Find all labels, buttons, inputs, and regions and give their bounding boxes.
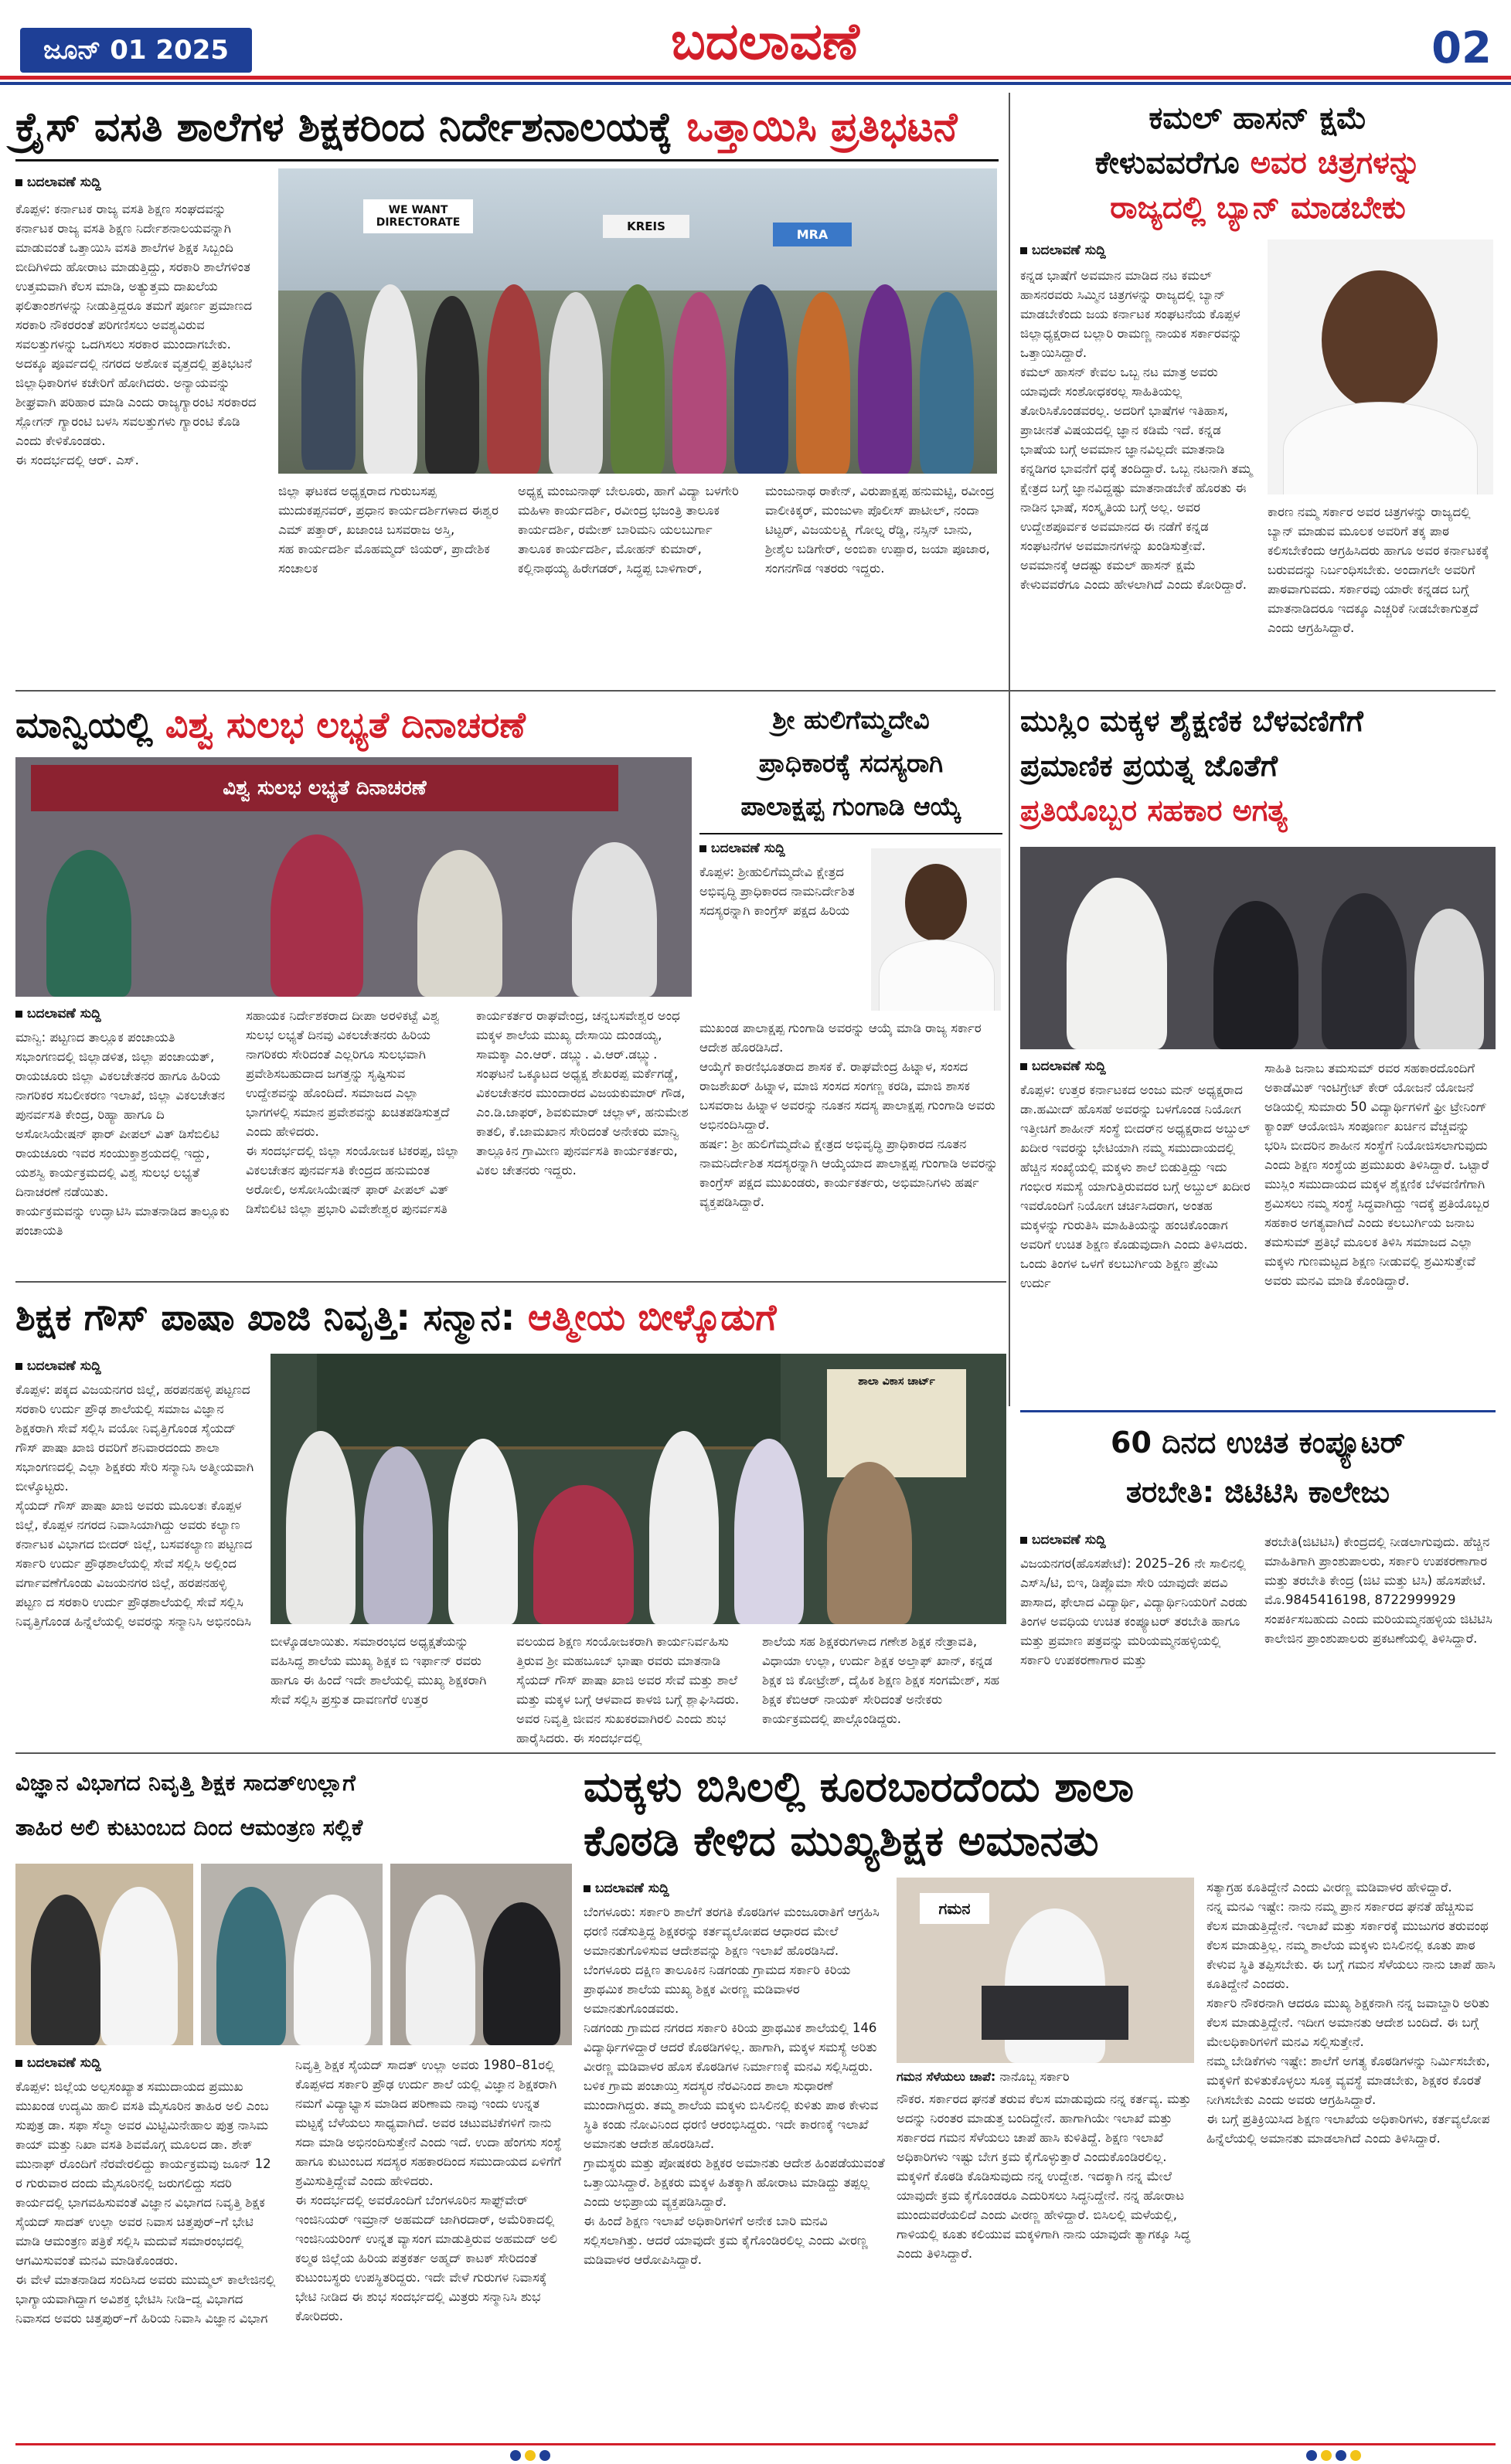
headline <box>15 96 999 161</box>
article-protest <box>15 91 999 686</box>
article-col-2: ತರಬೇತಿ(ಜಿಟಿಟಿಸಿ) ಕೇಂದ್ರದಲ್ಲಿ ನೀಡಲಾಗುವುದು. ಹೆಚ್ಚಿನ ಮಾಹಿತಿಗಾಗಿ ಪ್ರಾಂಶುಪಾಲರು, ಸರ್ಕಾರಿ ಉಪಕರಣಾಗಾರ ಮತ್ತು ತರಬೇತಿ ಕೇಂದ್ರ (ಜಿಟಿ ಮತ್ತು ಟಿಸಿ) ಹೊಸಪೇಟೆ. ಮೊ.9845416198, 8722999929 ಸಂಪರ್ಕಿಸಬಹುದು ಎಂದು ಮರಿಯಮ್ಮನಹಳ್ಳಿಯ ಜಿಟಿಟಿಸಿ ಕಾಲೇಜಿನ ಪ್ರಾಂಶುಪಾಲರು ಪ್ರಕಟಣೆಯಲ್ಲಿ ತಿಳಿಸಿದ್ದಾರೆ. <box>1264 1534 1492 1646</box>
headmaster-photo <box>897 1878 1194 2063</box>
article-col-4: ಮಂಜುನಾಥ ರಾಕೇನ್, ವಿರುಪಾಕ್ಷಪ್ಪ ಹನುಮಟ್ಟಿ, ರವೀಂದ್ರ ವಾಲೀಕಿಕ್ಕರ್, ಮಂಜುಳಾ ಪೊಲೀಸ್ ಪಾಟೀಲ್, ನಂದಾ ಟಿಟ್ಟರ್, ವಿಜಯಲಕ್ಷ್ಮಿ ಗೋಲ್ನ ರೆಡ್ಡಿ, ನಸ್ಸಿನ್ ಬಾನು, ಶ್ರೀಶೈಲ ಬಡಿಗೇರ್, ಅಂಬಿಕಾ ಉಪ್ಪಾರ, ಜಯಾ ಪೂಜಾರ, ಸಂಗನಗೌಡ ಇತರರು ಇದ್ದರು. <box>765 484 995 576</box>
byline <box>1020 1532 1252 1548</box>
headline-line-2: ಪ್ರಾಧಿಕಾರಕ್ಕೆ ಸದಸ್ಯರಾಗಿ <box>758 748 944 778</box>
byline <box>1020 1059 1252 1074</box>
article-col-1: ಕೊಪ್ಪಳ: ಜಿಲ್ಲೆಯ ಅಲ್ಪಸಂಖ್ಯಾತ ಸಮುದಾಯದ ಪ್ರಮುಖ ಮುಖಂಡ ಉದ್ಯಮಿ ಹಾಲಿ ವಸತಿ ಮೈಸೂರಿನ ತಾಹಿರ ಅಲಿ ಎಂಬ ಸುಪುತ್ರ ಡಾ. ಸಫಾ ಸೆಲ್ಮಾ ಅವರ ಮಿಟ್ಟಿಮಿನೇಹಾಲ ಪುತ್ರ ನಾಸಿಮ ಕಾಯ್ ಮತ್ತು ನಿಖಾ ವಸತಿ ಶಿವಮೊಗ್ಗ ಮೂಲದ ಡಾ. ಶೇಕ್ ಮುನಾಫ್ ರೊಂದಿಗೆ ನೆರವೇರಲಿದ್ದು ಕಾರ್ಯಕ್ರಮವು ಜೂನ್ 12 ರ ಗುರುವಾರ ದಂದು ಮೈಸೂರಿನಲ್ಲಿ ಜರುಗಲಿದ್ದು ಸದರಿ ಕಾರ್ಯದಲ್ಲಿ ಭಾಗವಹಿಸುವಂತೆ ವಿಜ್ಞಾನ ವಿಭಾಗದ ನಿವೃತ್ತಿ ಶಿಕ್ಷಕ ಸೈಯದ್ ಸಾದತ್ ಉಲ್ಲಾ ಅವರ ನಿವಾಸ ಚಿತ್ತಪುರ್–ಗೆ ಭೇಟಿ ಮಾಡಿ ಆಮಂತ್ರಣ ಪತ್ರಿಕೆ ಸಲ್ಲಿಸಿ ಮದುವೆ ಸಮಾರಂಭದಲ್ಲಿ ಆಗಮಿಸುವಂತೆ ಮನವಿ ಮಾಡಿಕೊಂಡರು. ಈ ವೇಳೆ ಮಾತನಾಡಿದ ಸಂದಿಸಿದ ಅವರು ಮುಮ್ಮಲ್ ಕಾಲೇಜಿನಲ್ಲಿ ಭಾಗ್ಯಾಯವಾಗಿದ್ದಾಗ ಅವಿಶಕ್ತ ಭೇಟಿಸಿ ನೀಡಿ–ದ್ವ ವಿಭಾಗದ ನಿವಾಸದ ಅವರು ಚಿತ್ತಪುರ್–ಗೆ ಹಿರಿಯ ನಿವಾಸಿ ವಿಜ್ಞಾನ ವಿಭಾಗ <box>15 2079 276 2326</box>
byline <box>15 175 263 190</box>
byline-marker <box>699 845 706 852</box>
event-banner: ವಿಶ್ವ ಸುಲಭ ಲಭ್ಯತೆ ದಿನಾಚರಣೆ <box>31 765 618 811</box>
wall-chart: ಶಾಲಾ ವಿಕಾಸ ಚಾರ್ಟ್ <box>827 1369 966 1477</box>
headline <box>1020 698 1496 838</box>
headline <box>15 1289 1006 1348</box>
photo-caption-label: ಗಮನ ಸೆಳೆಯಲು ಚಾಪೆ: <box>897 2069 996 2084</box>
classroom-board <box>317 1354 781 1450</box>
headline-black: ಕೇಳುವವರೆಗೂ <box>1094 145 1240 181</box>
photo-caption <box>897 2068 1194 2086</box>
article-col-4: ಶಾಲೆಯ ಸಹ ಶಿಕ್ಷಕರುಗಳಾದ ಗಣೇಶ ಶಿಕ್ಷಕ ನೇತ್ರಾವತಿ, ವಿಧಾಯಾ ಉಲ್ಲಾ, ಉರ್ದು ಶಿಕ್ಷಕ ಅಲ್ತಾಫ್ ಖಾನ್, ಕನ್ನಡ ಶಿಕ್ಷಕ ಜಿ ಕೋಟ್ರೇಶ್, ದೈಹಿಕ ಶಿಕ್ಷಣ ಶಿಕ್ಷಕ ಸಂಗಮೇಶ್, ಸಹ ಶಿಕ್ಷಕ ಕೆಬಿಆರ್ ನಾಯಕ್ ಸೇರಿದಂತೆ ಅನೇಕರು ಕಾರ್ಯಕ್ರಮದಲ್ಲಿ ಪಾಲ್ಗೊಂಡಿದ್ದರು. <box>762 1634 1000 1726</box>
meeting-photo <box>1020 847 1496 1049</box>
byline-text: ಬದಲಾವಣೆ ಸುದ್ದಿ <box>1032 1059 1106 1074</box>
article-col-2: ಬೀಳ್ಕೊಡಲಾಯಿತು. ಸಮಾರಂಭದ ಅಧ್ಯಕ್ಷತೆಯನ್ನು ವಹಿಸಿದ್ದ ಶಾಲೆಯ ಮುಖ್ಯ ಶಿಕ್ಷಕ ಬಿ ಇರ್ಫಾನ್ ರವರು ಹಾಗೂ ಈ ಹಿಂದೆ ಇದೇ ಶಾಲೆಯಲ್ಲಿ ಮುಖ್ಯ ಶಿಕ್ಷಕರಾಗಿ ಸೇವೆ ಸಲ್ಲಿಸಿ ಪ್ರಸ್ತುತ ದಾವಣಗೆರೆ ಉತ್ತರ <box>271 1634 487 1707</box>
byline-marker <box>15 1363 22 1370</box>
article-col-right: ಸತ್ಯಾಗ್ರಹ ಕೂತಿದ್ದೇನೆ ಎಂದು ವೀರಣ್ಣ ಮಡಿವಾಳರ ಹೇಳಿದ್ದಾರೆ. ನನ್ನ ಮನವಿ ಇಷ್ಟೇ: ನಾನು ನಮ್ಮ ಪ್ರಾನ ಸರ್ಕಾರದ ಘನತೆ ಹೆಚ್ಚಿಸುವ ಕೆಲಸ ಮಾಡುತ್ತಿದ್ದೇನೆ. ಇಲಾಖೆ ಮತ್ತು ಸರ್ಕಾರಕ್ಕೆ ಮುಜುಗರ ತರುವಂಥ ಕೆಲಸ ಮಾಡುತ್ತಿಲ್ಲ. ನಮ್ಮ ಶಾಲೆಯ ಮಕ್ಕಳು ಬಿಸಿಲಿನಲ್ಲಿ ಕೂತು ಪಾಠ ಕೇಳುವ ಸ್ಥಿತಿ ತಪ್ಪಿಸಬೇಕು. ಈ ಬಗ್ಗೆ ಗಮನ ಸೆಳೆಯಲು ನಾನು ಚಾಪೆ ಹಾಸಿ ಕೂತಿದ್ದೇನೆ ಎಂದರು. ಸರ್ಕಾರಿ ನೌಕರನಾಗಿ ಆದರೂ ಮುಖ್ಯ ಶಿಕ್ಷಕನಾಗಿ ನನ್ನ ಜವಾಬ್ದಾರಿ ಅರಿತು ಕೆಲಸ ಮಾಡುತ್ತಿದ್ದೇನೆ. ಇದೀಗ ಅಮಾನತು ಆದೇಶ ಬಂದಿದೆ. ಈ ಬಗ್ಗೆ ಮೇಲಧಿಕಾರಿಗಳಿಗೆ ಮನವಿ ಸಲ್ಲಿಸುತ್ತೇನೆ. ನಮ್ಮ ಬೇಡಿಕೆಗಳು ಇಷ್ಟೇ: ಶಾಲೆಗೆ ಅಗತ್ಯ ಕೊಠಡಿಗಳನ್ನು ನಿರ್ಮಿಸಬೇಕು, ಮಕ್ಕಳಿಗೆ ಕುಳಿತುಕೊಳ್ಳಲು ಸೂಕ್ತ ವ್ಯವಸ್ಥೆ ಮಾಡಬೇಕು, ಶಿಕ್ಷಕರ ಕೊರತೆ ನೀಗಿಸಬೇಕು ಎಂದು ಅವರು ಆಗ್ರಹಿಸಿದ್ದಾರೆ. ಈ ಬಗ್ಗೆ ಪ್ರತಿಕ್ರಿಯಿಸಿದ ಶಿಕ್ಷಣ ಇಲಾಖೆಯ ಅಧಿಕಾರಿಗಳು, ಕರ್ತವ್ಯಲೋಪ ಹಿನ್ನೆಲೆಯಲ್ಲಿ ಅಮಾನತು ಮಾಡಲಾಗಿದೆ ಎಂದು ತಿಳಿಸಿದ್ದಾರೆ. <box>1206 1880 1496 2146</box>
byline-text: ಬದಲಾವಣೆ ಸುದ್ದಿ <box>1032 1532 1106 1548</box>
headline-red: ಅವರ ಚಿತ್ರಗಳನ್ನು <box>1250 145 1421 181</box>
byline-text: ಬದಲಾವಣೆ ಸುದ್ದಿ <box>595 1881 669 1896</box>
event-photo <box>15 757 692 997</box>
masthead-rule-red <box>0 76 1511 80</box>
headline-line-1: ಮುಸ್ಲಿಂ ಮಕ್ಕಳ ಶೈಕ್ಷಣಿಕ ಬೆಳವಣಿಗೆಗೆ <box>1020 704 1363 738</box>
masthead-rule-blue <box>0 82 1511 85</box>
headline-line-3: ಪಾಲಾಕ್ಷಪ್ಪ ಗುಂಗಾಡಿ ಆಯ್ಕೆ <box>740 791 961 821</box>
article-col-1: ಕನ್ನಡ ಭಾಷೆಗೆ ಅವಮಾನ ಮಾಡಿದ ನಟ ಕಮಲ್ ಹಾಸನರವರು ಸಿಮ್ಮಿನ ಚಿತ್ರಗಳನ್ನು ರಾಜ್ಯದಲ್ಲಿ ಬ್ಯಾನ್ ಮಾಡಬೇಕೆಂದು ಜಯ ಕರ್ನಾಟಕ ಸಂಘಟನೆಯ ಕೊಪ್ಪಳ ಜಿಲ್ಲಾಧ್ಯಕ್ಷರಾದ ಬಲ್ಲಾರಿ ರಾಮಣ್ಣ ನಾಯಕ ಸರ್ಕಾರವನ್ನು ಒತ್ತಾಯಿಸಿದ್ದಾರೆ. ಕಮಲ್ ಹಾಸನ್ ಕೇವಲ ಒಬ್ಬ ನಟ ಮಾತ್ರ ಅವರು ಯಾವುದೇ ಸಂಶೋಧಕರಲ್ಲ ಸಾಹಿತಿಯಲ್ಲ ತೋರಿಸಿಕೊಂಡವರಲ್ಲ. ಅದರಿಗೆ ಭಾಷೆಗಳ ಇತಿಹಾಸ, ಪ್ರಾಚೀನತೆ ವಿಷಯದಲ್ಲಿ ಜ್ಞಾನ ಕಡಿಮೆ ಇದೆ. ಕನ್ನಡ ಭಾಷೆಯ ಬಗ್ಗೆ ಅವಮಾನ ಜ್ಞಾನವಿಲ್ಲದೇ ಮಾತನಾಡಿ ಕನ್ನಡಿಗರ ಭಾವನೆಗೆ ಧಕ್ಕೆ ತಂದಿದ್ದಾರೆ. ಒಬ್ಬ ನಟನಾಗಿ ತಮ್ಮ ಕ್ಷೇತ್ರದ ಬಗ್ಗೆ ಜ್ಞಾನವಿದ್ದಷ್ಟು ಮಾತನಾಡಬೇಕೆ ಹೊರತು ಈ ನಾಡಿನ ಭಾಷೆ, ಸಂಸ್ಕೃತಿಯ ಬಗ್ಗೆ ಅಲ್ಲ. ಅವರ ಉದ್ದೇಶಪೂರ್ವಕ ಅವಮಾನದ ಈ ನಡೆಗೆ ಕನ್ನಡ ಸಂಘಟನೆಗಳ ಅವಮಾನಗಳನ್ನು ಖಂಡಿಸುತ್ತೇವೆ. ಅವಮಾನಕ್ಕೆ ಆದಷ್ಟು ಕಮಲ್ ಹಾಸನ್ ಕ್ಷಮೆ ಕೇಳುವವರೆಗೂ ಎಂದು ಹೇಳಲಾಗಿದೆ ಎಂದು ಕೋರಿದ್ದಾರೆ. <box>1020 268 1252 592</box>
byline <box>15 1006 232 1021</box>
byline-marker <box>1020 1063 1027 1070</box>
article-computer-training <box>1020 1410 1496 1750</box>
article-col-3: ಅಧ್ಯಕ್ಷ ಮಂಜುನಾಥ್ ಬೇಲೂರು, ಹಾಗೆ ವಿದ್ಯಾ ಬಳಗೇರಿ ಮಹಿಳಾ ಕಾರ್ಯದರ್ಶಿ, ರವೀಂದ್ರ ಭಜಂತ್ರಿ ತಾಲೂಕ ಕಾರ್ಯದರ್ಶಿ, ರಮೇಶ್ ಬಾರಿಮನಿ ಯಲಬುರ್ಗಾ ತಾಲೂಕ ಕಾರ್ಯದರ್ಶಿ, ಮೋಹನ್ ಕುಮಾರ್, ಕಲ್ಲಿನಾಥಯ್ಯ ಹಿರೇಗಡರ್, ಸಿದ್ಧಪ್ಪ ಬಾಳಿಗಾರ್, <box>518 484 739 576</box>
protest-photo <box>278 168 997 474</box>
article-muslim-education <box>1020 694 1496 1405</box>
article-col-left: ಬೆಂಗಳೂರು: ಸರ್ಕಾರಿ ಶಾಲೆಗೆ ತರಗತಿ ಕೊಠಡಿಗಳ ಮಂಜೂರಾತಿಗೆ ಆಗ್ರಹಿಸಿ ಧರಣಿ ನಡೆಸುತ್ತಿದ್ದ ಶಿಕ್ಷಕರನ್ನು ಕರ್ತವ್ಯಲೋಪದ ಆಧಾರದ ಮೇಲೆ ಅಮಾನತುಗೊಳಿಸುವ ಆದೇಶವನ್ನು ಶಿಕ್ಷಣ ಇಲಾಖೆ ಹೊರಡಿಸಿದೆ. ಬೆಂಗಳೂರು ದಕ್ಷಿಣ ತಾಲೂಕಿನ ನಿಡಗಂಡು ಗ್ರಾಮದ ಸರ್ಕಾರಿ ಕಿರಿಯ ಪ್ರಾಥಮಿಕ ಶಾಲೆಯ ಮುಖ್ಯ ಶಿಕ್ಷಕ ವೀರಣ್ಣ ಮಡಿವಾಳರ ಅಮಾನತುಗೊಂಡವರು. ನಿಡಗಂಡು ಗ್ರಾಮದ ನಗರದ ಸರ್ಕಾರಿ ಕಿರಿಯ ಪ್ರಾಥಮಿಕ ಶಾಲೆಯಲ್ಲಿ 146 ವಿದ್ಯಾರ್ಥಿಗಳಿದ್ದಾರೆ ಆದರೆ ಕೊಠಡಿಗಳಿಲ್ಲ. ಹಾಗಾಗಿ, ಮಕ್ಕಳ ಸಮಸ್ಯೆ ಅರಿತು ವೀರಣ್ಣ ಮಡಿವಾಳರ ಹೊಸ ಕೊಠಡಿಗಳ ನಿರ್ಮಾಣಕ್ಕೆ ಮನವಿ ಸಲ್ಲಿಸಿದ್ದರು. ಬಳಿಕ ಗ್ರಾಮ ಪಂಚಾಯ್ತಿ ಸದಸ್ಯರ ನೆರವಿನಿಂದ ಶಾಲಾ ಸುಧಾರಣೆ ಮುಂದಾಗಿದ್ದರು. ತಮ್ಮ ಶಾಲೆಯ ಮಕ್ಕಳು ಬಿಸಿಲಿನಲ್ಲಿ ಕುಳಿತು ಪಾಠ ಕೇಳುವ ಸ್ಥಿತಿ ಕಂಡು ನೋವಿನಿಂದ ಧರಣಿ ಆರಂಭಿಸಿದ್ದರು. ಇದೇ ಕಾರಣಕ್ಕೆ ಇಲಾಖೆ ಅಮಾನತು ಆದೇಶ ಹೊರಡಿಸಿದೆ. ಗ್ರಾಮಸ್ಥರು ಮತ್ತು ಪೋಷಕರು ಶಿಕ್ಷಕರ ಅಮಾನತು ಆದೇಶ ಹಿಂಪಡೆಯುವಂತೆ ಒತ್ತಾಯಿಸಿದ್ದಾರೆ. ಶಿಕ್ಷಕರು ಮಕ್ಕಳ ಹಿತಕ್ಕಾಗಿ ಹೋರಾಟ ಮಾಡಿದ್ದು ತಪ್ಪಲ್ಲ ಎಂದು ಅಭಿಪ್ರಾಯ ವ್ಯಕ್ತಪಡಿಸಿದ್ದಾರೆ. ಈ ಹಿಂದೆ ಶಿಕ್ಷಣ ಇಲಾಖೆ ಅಧಿಕಾರಿಗಳಿಗೆ ಅನೇಕ ಬಾರಿ ಮನವಿ ಸಲ್ಲಿಸಲಾಗಿತ್ತು. ಆದರೆ ಯಾವುದೇ ಕ್ರಮ ಕೈಗೊಂಡಿರಲಿಲ್ಲ ಎಂದು ವೀರಣ್ಣ ಮಡಿವಾಳರ ಆರೋಪಿಸಿದ್ದಾರೆ. <box>584 1905 885 2267</box>
protest-sign: WE WANT DIRECTORATE <box>363 199 473 233</box>
headline-line-2: ಪ್ರಮಾಣಿಕ ಪ್ರಯತ್ನ ಜೊತೆಗೆ <box>1020 749 1278 783</box>
article-col-mid: ನೌಕರ. ಸರ್ಕಾರದ ಘನತೆ ತರುವ ಕೆಲಸ ಮಾಡುವುದು ನನ್ನ ಕರ್ತವ್ಯ. ಮತ್ತು ಅದನ್ನು ನಿರಂತರ ಮಾಡುತ್ತ ಬಂದಿದ್ದೇನೆ. ಹಾಗಾಗಿಯೇ ಇಲಾಖೆ ಮತ್ತು ಸರ್ಕಾರದ ಗಮನ ಸೆಳೆಯಲು ಚಾಪೆ ಹಾಸಿ ಕುಳಿತಿದ್ದೆ. ಶಿಕ್ಷಣ ಇಲಾಖೆ ಅಧಿಕಾರಿಗಳು ಇಷ್ಟು ಬೇಗ ಕ್ರಮ ಕೈಗೊಳ್ಳುತ್ತಾರೆ ಎಂದುಕೊಂಡಿರಲಿಲ್ಲ. ಮಕ್ಕಳಿಗೆ ಕೊಠಡಿ ಕೊಡಿಸುವುದು ನನ್ನ ಉದ್ದೇಶ. ಇದಕ್ಕಾಗಿ ನನ್ನ ಮೇಲೆ ಯಾವುದೇ ಕ್ರಮ ಕೈಗೊಂಡರೂ ಎದುರಿಸಲು ಸಿದ್ಧನಿದ್ದೇನೆ. ನನ್ನ ಹೋರಾಟ ಮುಂದುವರೆಯಲಿದೆ ಎಂದು ವೀರಣ್ಣ ಹೇಳಿದ್ದಾರೆ. ಬಿಸಿಲಲ್ಲಿ ಮಳೆಯಲ್ಲಿ, ಗಾಳಿಯಲ್ಲಿ ಕೂತು ಕಲಿಯುವ ಮಕ್ಕಳಿಗಾಗಿ ನಾನು ಯಾವುದೇ ತ್ಯಾಗಕ್ಕೂ ಸಿದ್ಧ ಎಂದು ತಿಳಿಸಿದ್ದಾರೆ. <box>897 2092 1192 2261</box>
felicitation-photo <box>271 1354 1006 1624</box>
byline-marker <box>1020 247 1027 254</box>
headline-red: ಆತ್ಮೀಯ ಬೀಳ್ಕೊಡುಗೆ <box>527 1297 777 1339</box>
headline-red: ವಿಶ್ವ ಸುಲಭ ಲಭ್ಯತೆ ದಿನಾಚರಣೆ <box>165 704 526 746</box>
paper-name: ಬದಲಾವಣೆ <box>671 12 859 71</box>
article-invitation <box>15 1755 572 2435</box>
byline-marker <box>15 179 22 186</box>
byline-marker <box>584 1885 590 1892</box>
article-retirement <box>15 1284 1006 1748</box>
article-col-left: ಕೊಪ್ಪಳ: ಪಕ್ಕದ ವಿಜಯನಗರ ಜಿಲ್ಲೆ, ಹರಪನಹಳ್ಳಿ ಪಟ್ಟಣದ ಸರಕಾರಿ ಉರ್ದು ಪ್ರೌಢ ಶಾಲೆಯಲ್ಲಿ ಸಮಾಜ ವಿಜ್ಞಾನ ಶಿಕ್ಷಕರಾಗಿ ಸೇವೆ ಸಲ್ಲಿಸಿ ವಯೋ ನಿವೃತ್ತಿಗೊಂಡ ಸೈಯದ್ ಗೌಸ್ ಪಾಷಾ ಖಾಜಿ ರವರಿಗೆ ಶನಿವಾರದಂದು ಶಾಲಾ ಸಭಾಂಗಣದಲ್ಲಿ ಎಲ್ಲಾ ಶಿಕ್ಷಕರು ಸೇರಿ ಸನ್ಮಾನಿಸಿ ಅತ್ಮೀಯವಾಗಿ ಬೀಳ್ಕೊಟ್ಟರು. ಸೈಯದ್ ಗೌಸ್ ಪಾಷಾ ಖಾಜಿ ಅವರು ಮೂಲತಃ ಕೊಪ್ಪಳ ಜಿಲ್ಲೆ, ಕೊಪ್ಪಳ ನಗರದ ನಿವಾಸಿಯಾಗಿದ್ದು ಅವರು ಕಲ್ಯಾಣ ಕರ್ನಾಟಕ ವಿಭಾಗದ ಬೀದರ್ ಜಿಲ್ಲೆ, ಬಸವಕಲ್ಯಾಣ ಪಟ್ಟಣದ ಸರ್ಕಾರಿ ಉರ್ದು ಪ್ರೌಢಶಾಲೆಯಲ್ಲಿ ಸೇವೆ ಸಲ್ಲಿಸಿ ಅಲ್ಲಿಂದ ವರ್ಗಾವಣೆಗೊಂಡು ವಿಜಯನಗರ ಜಿಲ್ಲೆ, ಹರಪನಹಳ್ಳಿ ಪಟ್ಟಣ ದ ಸರಕಾರಿ ಉರ್ದು ಪ್ರೌಢಶಾಲೆಯಲ್ಲಿ ಸೇವೆ ಸಲ್ಲಿಸಿ ನಿವೃತ್ತಿಗೊಂಡ ಹಿನ್ನೆಲೆಯಲ್ಲಿ ಅವರನ್ನು ಸನ್ಮಾನಿಸಿ ಅಭಿನಂದಿಸಿ <box>15 1382 254 1629</box>
headline <box>1020 96 1496 235</box>
headline-black: ಕ್ರೈಸ್ ವಸತಿ ಶಾಲೆಗಳ ಶಿಕ್ಷಕರಿಂದ ನಿರ್ದೇಶನಾಲಯಕ್ಕೆ <box>15 104 672 151</box>
headline-line-2: ತಾಹಿರ ಅಲಿ ಕುಟುಂಬದ ದಿಂದ ಆಮಂತ್ರಣ ಸಲ್ಲಿಕೆ <box>15 1814 363 1840</box>
footer-dots-right <box>1306 2449 1365 2464</box>
date-text: ಜೂನ್ 01 2025 <box>43 35 230 66</box>
article-col-1: ಕೊಪ್ಪಳ: ಕರ್ನಾಟಕ ರಾಜ್ಯ ವಸತಿ ಶಿಕ್ಷಣ ಸಂಘದವನ್ನು ಕರ್ನಾಟಕ ರಾಜ್ಯ ವಸತಿ ಶಿಕ್ಷಣ ನಿರ್ದೇಶನಾಲಯವನ್ನಾಗಿ ಮಾಡುವಂತೆ ಒತ್ತಾಯಿಸಿ ವಸತಿ ಶಾಲೆಗಳ ಶಿಕ್ಷಕ ಸಿಬ್ಬಂದಿ ಬೀದಿಗಿಳಿದು ಹೋರಾಟ ಮಾಡುತ್ತಿದ್ದು, ಸರಕಾರಿ ಶಾಲೆಗಳಿಂತ ಉತ್ತಮವಾಗಿ ಕೆಲಸ ಮಾಡಿ, ಅತ್ಯುತ್ತಮ ದಾಖಲೆಯ ಫಲಿತಾಂಶಗಳನ್ನು ನೀಡುತ್ತಿದ್ದರೂ ತಮಗೆ ಪೂರ್ಣ ಪ್ರಮಾಣದ ಸರಕಾರಿ ನೌಕರರಂತೆ ಪರಿಗಣಿಸಲು ಅವಶ್ಯವಿರುವ ಸವಲತ್ತುಗಳನ್ನು ಒದಗಿಸಲು ಸರಕಾರ ಮುಂದಾಗಬೇಕು. ಅದಕ್ಕೂ ಪೂರ್ವದಲ್ಲಿ ನಗರದ ಅಶೋಕ ವೃತ್ತದಲ್ಲಿ ಪ್ರತಿಭಟನೆ ಜಿಲ್ಲಾಧಿಕಾರಿಗಳ ಕಚೇರಿಗೆ ಹೋಗಿದರು. ಅನ್ಯಾಯವನ್ನು ಶೀಘ್ರವಾಗಿ ಪರಿಹಾರ ಮಾಡಿ ಎಂದು ರಾಜ್ಯಗ್ಯಾರಂಟಿ ಸರಕಾರದ ಸ್ಲೋಗನ್ ಗ್ಯಾರಂಟಿ ಬಳಸಿ ಸವಲತ್ತುಗಳು ಗ್ಯಾರಂಟಿ ಕೊಡಿ ಎಂದು ಕೇಳಿಕೊಂಡರು. ಈ ಸಂದರ್ಭದಲ್ಲಿ ಆರ್. ಎಸ್. <box>15 202 257 467</box>
headline <box>584 1760 1496 1868</box>
headline-red: ಒತ್ತಾಯಿಸಿ ಪ್ರತಿಭಟನೆ <box>686 104 958 151</box>
headline <box>15 698 692 751</box>
masthead <box>0 0 1511 91</box>
footer-rule <box>15 2443 1496 2445</box>
byline-text: ಬದಲಾವಣೆ ಸುದ್ದಿ <box>27 175 101 190</box>
headline-line-1: ವಿಜ್ಞಾನ ವಿಭಾಗದ ನಿವೃತ್ತಿ ಶಿಕ್ಷಕ ಸಾದತ್‌ಉಲ್ಲಾಗೆ <box>15 1769 356 1796</box>
footer-dots-left <box>510 2449 554 2464</box>
headline-line-2 <box>1020 141 1496 185</box>
byline <box>584 1881 885 1896</box>
protest-sign: MRA <box>773 223 852 246</box>
byline-marker <box>15 2060 22 2067</box>
article-col-2: ಸಾಹಿತಿ ಜನಾಬ ತಮಸುಮ್ ರವರ ಸಹಕಾರದೊಂದಿಗೆ ಅಕಾಡೆಮಿಕ್ ಇಂಟಿಗ್ರೇಟ್ ಕೇರ್ ಯೋಜನೆ ಯೋಜನೆ ಅಡಿಯಲ್ಲಿ ಸುಮಾರು 50 ವಿದ್ಯಾರ್ಥಿಗಳಿಗೆ ಫ್ರೀ ಟ್ರೇನಿಂಗ್ ಕ್ಯಾಂಪ್ ಆಯೋಜಿಸಿ ಸಂಪೂರ್ಣ ಖರ್ಚಿನ ವೆಚ್ಚವನ್ನು ಭರಿಸಿ ಬೀದರಿನ ಶಾಹೀನ ಸಂಸ್ಥೆಗೆ ನಿಯೋಜಿಸಲಾಗುವುದು ಎಂದು ಶಿಕ್ಷಣ ಸಂಸ್ಥೆಯ ಪ್ರಮುಖರು ತಿಳಿಸಿದ್ದಾರೆ. ಒಟ್ಟಾರೆ ಮುಸ್ಲಿಂ ಸಮುದಾಯದ ಮಕ್ಕಳ ಶೈಕ್ಷಣಿಕ ಬೆಳವಣಿಗೆಗಾಗಿ ಶ್ರಮಿಸಲು ನಮ್ಮ ಸಂಸ್ಥೆ ಸಿದ್ಧವಾಗಿದ್ದು ಇದಕ್ಕೆ ಪ್ರತಿಯೊಬ್ಬರ ಸಹಕಾರ ಅಗತ್ಯವಾಗಿದೆ ಎಂದು ಕಲಬುರ್ಗಿಯ ಜನಾಬ ತಮಸುಮ್ ಪ್ರತಿಭೆ ಮೂಲಕ ತಿಳಿಸಿ ಸಮಾಜದ ಎಲ್ಲಾ ಮಕ್ಕಳು ಗುಣಮಟ್ಟದ ಶಿಕ್ಷಣ ನೀಡುವಲ್ಲಿ ಶ್ರಮಿಸುತ್ತೇವೆ ಅವರು ಮನವಿ ಮಾಡಿ ಕೊಂಡಿದ್ದಾರೆ. <box>1264 1061 1489 1288</box>
section-rule <box>15 1752 1496 1754</box>
byline <box>1020 243 1268 258</box>
article-col-1: ವಿಜಯನಗರ(ಹೊಸಪೇಟೆ): 2025–26 ನೇ ಸಾಲಿನಲ್ಲಿ ಎಸ್‌ಸಿ/ಟಿ, ಬಿಇ, ಡಿಪ್ಲೊಮಾ ಸೇರಿ ಯಾವುದೇ ಪದವಿ ಪಾಸಾದ, ಫೇಲಾದ ವಿದ್ಯಾರ್ಥಿ, ವಿದ್ಯಾರ್ಥಿನಿಯರಿಗೆ ಎರಡು ತಿಂಗಳ ಅವಧಿಯ ಉಚಿತ ಕಂಪ್ಯೂಟರ್ ತರಬೇತಿ ಹಾಗೂ ಮತ್ತು ಪ್ರಮಾಣ ಪತ್ರವನ್ನು ಮರಿಯಮ್ಮನಹಳ್ಳಿಯಲ್ಲಿ ಸರ್ಕಾರಿ ಉಪಕರಣಾಗಾರ ಮತ್ತು <box>1020 1556 1247 1667</box>
byline-text: ಬದಲಾವಣೆ ಸುದ್ದಿ <box>711 841 785 856</box>
byline-text: ಬದಲಾವಣೆ ಸುದ್ದಿ <box>1032 243 1106 258</box>
photo-caption-text: ನಾನೊಬ್ಬ ಸರ್ಕಾರಿ <box>999 2069 1070 2084</box>
byline <box>699 841 877 856</box>
article-col-full: ಮುಖಂಡ ಪಾಲಾಕ್ಷಪ್ಪ ಗುಂಗಾಡಿ ಅವರನ್ನು ಆಯ್ಕೆ ಮಾಡಿ ರಾಜ್ಯ ಸರ್ಕಾರ ಆದೇಶ ಹೊರಡಿಸಿದೆ. ಆಯ್ಕೆಗೆ ಕಾರಣಿಭೂತರಾದ ಶಾಸಕ ಕೆ. ರಾಘವೇಂದ್ರ ಹಿಟ್ನಾಳ, ಸಂಸದ ರಾಜಶೇಖರ್ ಹಿಟ್ನಾಳ, ಮಾಜಿ ಸಂಸದ ಸಂಗಣ್ಣ ಕರಡಿ, ಮಾಜಿ ಶಾಸಕ ಬಸವರಾಜ ಹಿಟ್ನಾಳ ಅವರನ್ನು ನೂತನ ಸದಸ್ಯ ಪಾಲಾಕ್ಷಪ್ಪ ಗುಂಗಾಡಿ ಅವರು ಅಭಿನಂದಿಸಿದ್ದಾರೆ. ಹರ್ಷ: ಶ್ರೀ ಹುಲಿಗೆಮ್ಮದೇವಿ ಕ್ಷೇತ್ರದ ಅಭಿವೃದ್ಧಿ ಪ್ರಾಧಿಕಾರದ ನೂತನ ನಾಮನಿರ್ದೇಶಿತ ಸದಸ್ಯರನ್ನಾಗಿ ಆಯ್ಕೆಯಾದ ಪಾಲಾಕ್ಷಪ್ಪ ಗುಂಗಾಡಿ ಅವರನ್ನು ಕಾಂಗ್ರೆಸ್ ಪಕ್ಷದ ಮುಖಂಡರು, ಕಾರ್ಯಕರ್ತರು, ಅಭಿಮಾನಿಗಳು ಹರ್ಷ ವ್ಯಕ್ತಪಡಿಸಿದ್ದಾರೆ. <box>699 1021 999 1209</box>
section-rule <box>15 690 1496 692</box>
headline-line-1: 60 ದಿನದ ಉಚಿತ ಕಂಪ್ಯೂಟರ್ <box>1111 1426 1405 1460</box>
article-col-1: ಮಾನ್ವಿ: ಪಟ್ಟಣದ ತಾಲ್ಲೂಕ ಪಂಚಾಯತಿ ಸಭಾಂಗಣದಲ್ಲಿ ಜಿಲ್ಲಾಡಳಿತ, ಜಿಲ್ಲಾ ಪಂಚಾಯತ್, ರಾಯಚೂರು ಜಿಲ್ಲಾ ವಿಕಲಚೇತನರ ಹಾಗೂ ಹಿರಿಯ ನಾಗರಿಕರ ಸಬಲೀಕರಣ ಇಲಾಖೆ, ಜಿಲ್ಲಾ ವಿಕಲಚೇತನ ಪುನರ್ವಸತಿ ಕೇಂದ್ರ, ರಿಹ್ಯಾ ಹಾಗೂ ದಿ ಅಸೋಸಿಯೇಷನ್ ಫಾರ್ ಪೀಪಲ್ ವಿತ್ ಡಿಸೆಬಿಲಿಟಿ ರಾಯಚೂರು ಇವರ ಸಂಯುಕ್ತಾಶ್ರಯದಲ್ಲಿ ಇದ್ದು, ಯಶಸ್ವಿ ಕಾರ್ಯಕ್ರಮದಲ್ಲಿ ವಿಶ್ವ ಸುಲಭ ಲಭ್ಯತೆ ದಿನಾಚರಣೆ ನಡೆಯಿತು. ಕಾರ್ಯಕ್ರಮವನ್ನು ಉದ್ಘಾಟಿಸಿ ಮಾತನಾಡಿದ ತಾಲ್ಲೂಕು ಪಂಚಾಯತಿ <box>15 1030 230 1238</box>
headline-line-1: ಶ್ರೀ ಹುಲಿಗೆಮ್ಮದೇವಿ <box>772 705 930 735</box>
invitation-photo-3 <box>390 1864 572 2045</box>
byline-text: ಬದಲಾವಣೆ ಸುದ್ದಿ <box>27 2055 101 2071</box>
column-divider <box>1009 93 1010 1406</box>
article-col-1: ಕೊಪ್ಪಳ: ಉತ್ತರ ಕರ್ನಾಟಕದ ಅಂಜು ಮನ್ ಅಧ್ಯಕ್ಷರಾದ ಡಾ.ಹಮೀದ್ ಹೊಸಹೆ ಅವರನ್ನು ಬಳಗೊಂಡ ನಿಯೋಗ ಇತ್ತೀಚಿಗೆ ಶಾಹೀನ್ ಸಂಸ್ಥೆ ಬೀದರ್‌ನ ಅಧ್ಯಕ್ಷರಾದ ಅಬ್ದುಲ್ ಖದೀರ ಇವರನ್ನು ಭೇಟಿಯಾಗಿ ನಮ್ಮ ಸಮುದಾಯದಲ್ಲಿ ಹೆಚ್ಚಿನ ಸಂಖ್ಯೆಯಲ್ಲಿ ಮಕ್ಕಳು ಶಾಲೆ ಬಿಡುತ್ತಿದ್ದು ಇದು ಗಂಭೀರ ಸಮಸ್ಯೆ ಯಾಗುತ್ತಿರುವದರ ಬಗ್ಗೆ ಅಬ್ದುಲ್ ಖದೀರ ಇವರೊಂದಿಗೆ ನಿಯೋಗ ಚರ್ಚಿಸಿದರಾಗ, ಅಂತಹ ಮಕ್ಕಳನ್ನು ಗುರುತಿಸಿ ಮಾಹಿತಿಯನ್ನು ಹಂಚಿಕೊಂಡಾಗ ಅವರಿಗೆ ಉಚಿತ ಶಿಕ್ಷಣ ಕೊಡುವುದಾಗಿ ಎಂದು ತಿಳಿಸಿದರು. ಒಂದು ತಿಂಗಳ ಒಳಗೆ ಕಲಬುರ್ಗಿಯ ಶಿಕ್ಷಣ ಪ್ರೇಮಿ ಉರ್ದು <box>1020 1082 1251 1290</box>
article-manvi <box>15 694 692 1277</box>
article-col-2: ಜಿಲ್ಲಾ ಘಟಕದ ಅಧ್ಯಕ್ಷರಾದ ಗುರುಬಸಪ್ಪ ಮುದುಕಪ್ಪನವರ್, ಪ್ರಧಾನ ಕಾರ್ಯದರ್ಶಿಗಳಾದ ಈಶ್ವರ ಎಮ್ ಪತ್ತಾರ್, ಖಜಾಂಚಿ ಬಸವರಾಜ ಅಸ್ತಿ, ಸಹ ಕಾರ್ಯದರ್ಶಿ ಮೊಹಮ್ಮದ್ ಜಿಯರ್, ಪ್ರಾದೇಶಿಕ ಸಂಚಾಲಕ <box>278 484 499 576</box>
article-col-3: ಕಾರ್ಯಕರ್ತರ ರಾಘವೇಂದ್ರ, ಚನ್ನಬಸವೇಶ್ವರ ಅಂಧ ಮಕ್ಕಳ ಶಾಲೆಯ ಮುಖ್ಯ ದೇಸಾಯಿ ದುಂಡಯ್ಯ, ಸಾಮಕ್ಕಾ ಎಂ.ಆರ್. ಡಬ್ಲ್ಯು. ವಿ.ಆರ್.ಡಬ್ಲ್ಯು. ಸಂಘಟನೆ ಒಕ್ಕೂಟದ ಅಧ್ಯಕ್ಷ ಶೇಖರಪ್ಪ ಮರ್ಕೆಗಡ್ಡೆ, ವಿಕಲಚೇತನರ ಮುಂದಾರದ ವಿಜಯಕುಮಾರ್ ಗೌಡ, ಎಂ.ಡಿ.ಜಾಫರ್, ಶಿವಕುಮಾರ್ ಚಲ್ಲಾಳ್, ಹನುಮೇಶ ಕಾತಲಿ, ಕೆ.ಜಾಮಖಾನ ಸೇರಿದಂತೆ ಅನೇಕರು ಮಾನ್ವಿ ತಾಲ್ಲೂಕಿನ ಗ್ರಾಮೀಣ ಪುನರ್ವಸತಿ ಕಾರ್ಯಕರ್ತರು, ವಿಕಲ ಚೇತನರು ಇದ್ದರು. <box>476 1008 689 1178</box>
article-headmaster-suspended <box>584 1755 1496 2435</box>
section-rule <box>15 1281 1006 1283</box>
article-col-3: ವಲಯದ ಶಿಕ್ಷಣ ಸಂಯೋಜಕರಾಗಿ ಕಾರ್ಯನಿರ್ವಹಿಸು ತ್ತಿರುವ ಶ್ರೀ ಮಹಬೂಬ್ ಭಾಷಾ ರವರು ಮಾತನಾಡಿ ಸೈಯದ್ ಗೌಸ್ ಪಾಷಾ ಖಾಜಿ ಅವರ ಸೇವೆ ಮತ್ತು ಶಾಲೆ ಮತ್ತು ಮಕ್ಕಳ ಬಗ್ಗೆ ಆಳವಾದ ಕಾಳಜಿ ಬಗ್ಗೆ ಶ್ಲಾಘಿಸಿದರು. ಅವರ ನಿವೃತ್ತಿ ಜೀವನ ಸುಖಕರವಾಗಿರಲಿ ಎಂದು ಶುಭ ಹಾರೈಸಿದರು. ಈ ಸಂದರ್ಭದಲ್ಲಿ <box>516 1634 740 1745</box>
article-huligemma <box>699 694 1002 1277</box>
byline-marker <box>1020 1537 1027 1544</box>
article-col-2: ಕಾರಣ ನಮ್ಮ ಸರ್ಕಾರ ಅವರ ಚಿತ್ರಗಳನ್ನು ರಾಜ್ಯದಲ್ಲಿ ಬ್ಯಾನ್ ಮಾಡುವ ಮೂಲಕ ಅವರಿಗೆ ತಕ್ಕ ಪಾಠ ಕಲಿಸಬೇಕೆಂದು ಆಗ್ರಹಿಸಿದರು ಹಾಗೂ ಅವರ ಕರ್ನಾಟಕಕ್ಕೆ ಬರುವದನ್ನು ನಿರ್ಬಂಧಿಸಬೇಕು. ಅಂದಾಗಲೇ ಅವರಿಗೆ ಪಾಠವಾಗುವದು. ಸರ್ಕಾರವು ಯಾರೇ ಕನ್ನಡದ ಬಗ್ಗೆ ಮಾತನಾಡಿದರೂ ಇದಕ್ಕೂ ಎಚ್ಚರಿಕೆ ನೀಡಬೇಕಾಗುತ್ತದೆ ಎಂದು ಆಗ್ರಹಿಸಿದ್ದಾರೆ. <box>1268 505 1489 635</box>
protest-sign: KREIS <box>603 215 689 238</box>
portrait-photo <box>1268 240 1493 494</box>
headline-black: ಶಿಕ್ಷಕ ಗೌಸ್ ಪಾಷಾ ಖಾಜಿ ನಿವೃತ್ತಿ: ಸನ್ಮಾನ: <box>15 1297 516 1339</box>
portrait-photo <box>871 848 1001 1011</box>
headline-line-1: ಕಮಲ್ ಹಾಸನ್ ಕ್ಷಮೆ <box>1149 100 1367 136</box>
article-col-2: ಸಹಾಯಕ ನಿರ್ದೇಶಕರಾದ ದೀಪಾ ಅರಳಿಕಟ್ಟೆ ವಿಶ್ವ ಸುಲಭ ಲಭ್ಯತೆ ದಿನವು ವಿಕಲಚೇತನರು ಹಿರಿಯ ನಾಗರಿಕರು ಸೇರಿದಂತೆ ಎಲ್ಲರಿಗೂ ಸುಲಭವಾಗಿ ಪ್ರವೇಶಿಸಬಹುದಾದ ಜಗತ್ತನ್ನು ಸೃಷ್ಟಿಸುವ ಉದ್ದೇಶವನ್ನು ಹೊಂದಿದೆ. ಸಮಾಜದ ಎಲ್ಲಾ ಭಾಗಗಳಲ್ಲಿ ಸಮಾನ ಪ್ರವೇಶವನ್ನು ಖಚಿತಪಡಿಸುತ್ತದೆ ಎಂದು ಹೇಳಿದರು. ಈ ಸಂದರ್ಭದಲ್ಲಿ ಜಿಲ್ಲಾ ಸಂಯೋಜಕ ಟಿಕರಪ್ಪ, ಜಿಲ್ಲಾ ವಿಕಲಚೇತನ ಪುನರ್ವಸತಿ ಕೇಂದ್ರದ ಹನುಮಂತ ಅರೋಲಿ, ಅಸೋಸಿಯೇಷನ್ ಫಾರ್ ಪೀಪಲ್ ವಿತ್ ಡಿಸೆಬಿಲಿಟಿ ಜಿಲ್ಲಾ ಪ್ರಭಾರಿ ವಿವೇಶೇಶ್ವರ ಪುನರ್ವಸತಿ <box>246 1008 460 1216</box>
headline-line-3: ಪ್ರತಿಯೊಬ್ಬರ ಸಹಕಾರ ಅಗತ್ಯ <box>1020 794 1288 828</box>
headline-line-1: ಮಕ್ಕಳು ಬಿಸಿಲಲ್ಲಿ ಕೂರಬಾರದೆಂದು ಶಾಲಾ <box>584 1762 1135 1811</box>
article-col-2: ನಿವೃತ್ತಿ ಶಿಕ್ಷಕ ಸೈಯದ್ ಸಾದತ್ ಉಲ್ಲಾ ಅವರು 1980–81ರಲ್ಲಿ ಕೊಪ್ಪಳದ ಸರ್ಕಾರಿ ಪ್ರೌಢ ಉರ್ದು ಶಾಲೆ ಯಲ್ಲಿ ವಿಜ್ಞಾನ ಶಿಕ್ಷಕರಾಗಿ ನಮಗೆ ವಿದ್ಯಾಭ್ಯಾಸ ಮಾಡಿದ ಪರಿಣಾಮ ನಾವು ಇಂದು ಉನ್ನತ ಮಟ್ಟಕ್ಕೆ ಬೆಳೆಯಲು ಸಾಧ್ಯವಾಗಿದೆ. ಅವರ ಚಟುವಟಿಕೆಗಳಿಗೆ ನಾನು ಸದಾ ಮಾಡಿ ಅಭಿನಂದಿಸುತ್ತೇನೆ ಎಂದು ಇದೆ. ಉದಾ ಹೆಂಗಸು ಸಂಸ್ಥೆ ಹಾಗೂ ಕುಟುಂಬದ ಸದಸ್ಯರ ಸಹಕಾರದಿಂದ ಸಮುದಾಯದ ಏಳಿಗೆಗೆ ಶ್ರಮಿಸುತ್ತಿದ್ದೇವೆ ಎಂದು ಹೇಳಿದರು. ಈ ಸಂದರ್ಭದಲ್ಲಿ ಅವರೊಂದಿಗೆ ಬೆಂಗಳೂರಿನ ಸಾಫ್ಟ್‌ವೇರ್ ಇಂಜಿನಿಯರ್ ಇಮ್ರಾನ್ ಅಹಮದ್ ಜಾಗಿರದಾರ್, ಅಮೆರಿಕಾದಲ್ಲಿ ಇಂಜಿನಿಯರಿಂಗ್ ಉನ್ನತ ವ್ಯಾಸಂಗ ಮಾಡುತ್ತಿರುವ ಅಹಮದ್ ಅಲಿ ಕಲ್ಮಠ ಜಿಲ್ಲೆಯ ಹಿರಿಯ ಪತ್ರಕರ್ತ ಅಹ್ಮದ್ ಕಾಟಕ್ ಸೇರಿದಂತೆ ಕುಟುಂಬಸ್ಥರು ಉಪಸ್ಥಿತರಿದ್ದರು. ಇದೇ ವೇಳೆ ಗುರುಗಳ ನಿವಾಸಕ್ಕೆ ಭೇಟಿ ನೀಡಿದ ಈ ಶುಭ ಸಂದರ್ಭದಲ್ಲಿ ಮಿತ್ರರು ಸನ್ಮಾನಿಸಿ ಶುಭ ಕೋರಿದರು. <box>295 2058 562 2323</box>
article-col-left: ಕೊಪ್ಪಳ: ಶ್ರೀಹುಲಿಗೆಮ್ಮದೇವಿ ಕ್ಷೇತ್ರದ ಅಭಿವೃದ್ಧಿ ಪ್ರಾಧಿಕಾರದ ನಾಮನಿರ್ದೇಶಿತ ಸದಸ್ಯರನ್ನಾಗಿ ಕಾಂಗ್ರೆಸ್ ಪಕ್ಷದ ಹಿರಿಯ <box>699 865 855 918</box>
byline-text: ಬದಲಾವಣೆ ಸುದ್ದಿ <box>27 1358 101 1374</box>
section-rule <box>1020 1410 1496 1412</box>
headline-line-2: ಕೊಠಡಿ ಕೇಳಿದ ಮುಖ್ಯಶಿಕ್ಷಕ ಅಮಾನತು <box>584 1817 1099 1865</box>
footer <box>0 2439 1511 2464</box>
headline-line-2: ತರಬೇತಿ: ಜಿಟಿಟಿಸಿ ಕಾಲೇಜು <box>1125 1475 1390 1509</box>
headline-black: ಮಾನ್ವಿಯಲ್ಲಿ <box>15 704 153 746</box>
headline <box>699 698 1002 834</box>
headline-line-3: ರಾಜ್ಯದಲ್ಲಿ ಬ್ಯಾನ್ ಮಾಡಬೇಕು <box>1110 190 1406 226</box>
byline-text: ಬದಲಾವಣೆ ಸುದ್ದಿ <box>27 1006 101 1021</box>
byline <box>15 2055 278 2071</box>
invitation-photo-1 <box>15 1864 193 2045</box>
byline <box>15 1358 255 1374</box>
article-kamal <box>1020 91 1496 686</box>
page-number: 02 <box>1431 23 1492 73</box>
headline <box>1020 1418 1496 1521</box>
byline-marker <box>15 1011 22 1018</box>
invitation-photo-2 <box>201 1864 383 2045</box>
photo-sign: ಗಮನ <box>920 1893 989 1924</box>
headline <box>15 1760 572 1856</box>
